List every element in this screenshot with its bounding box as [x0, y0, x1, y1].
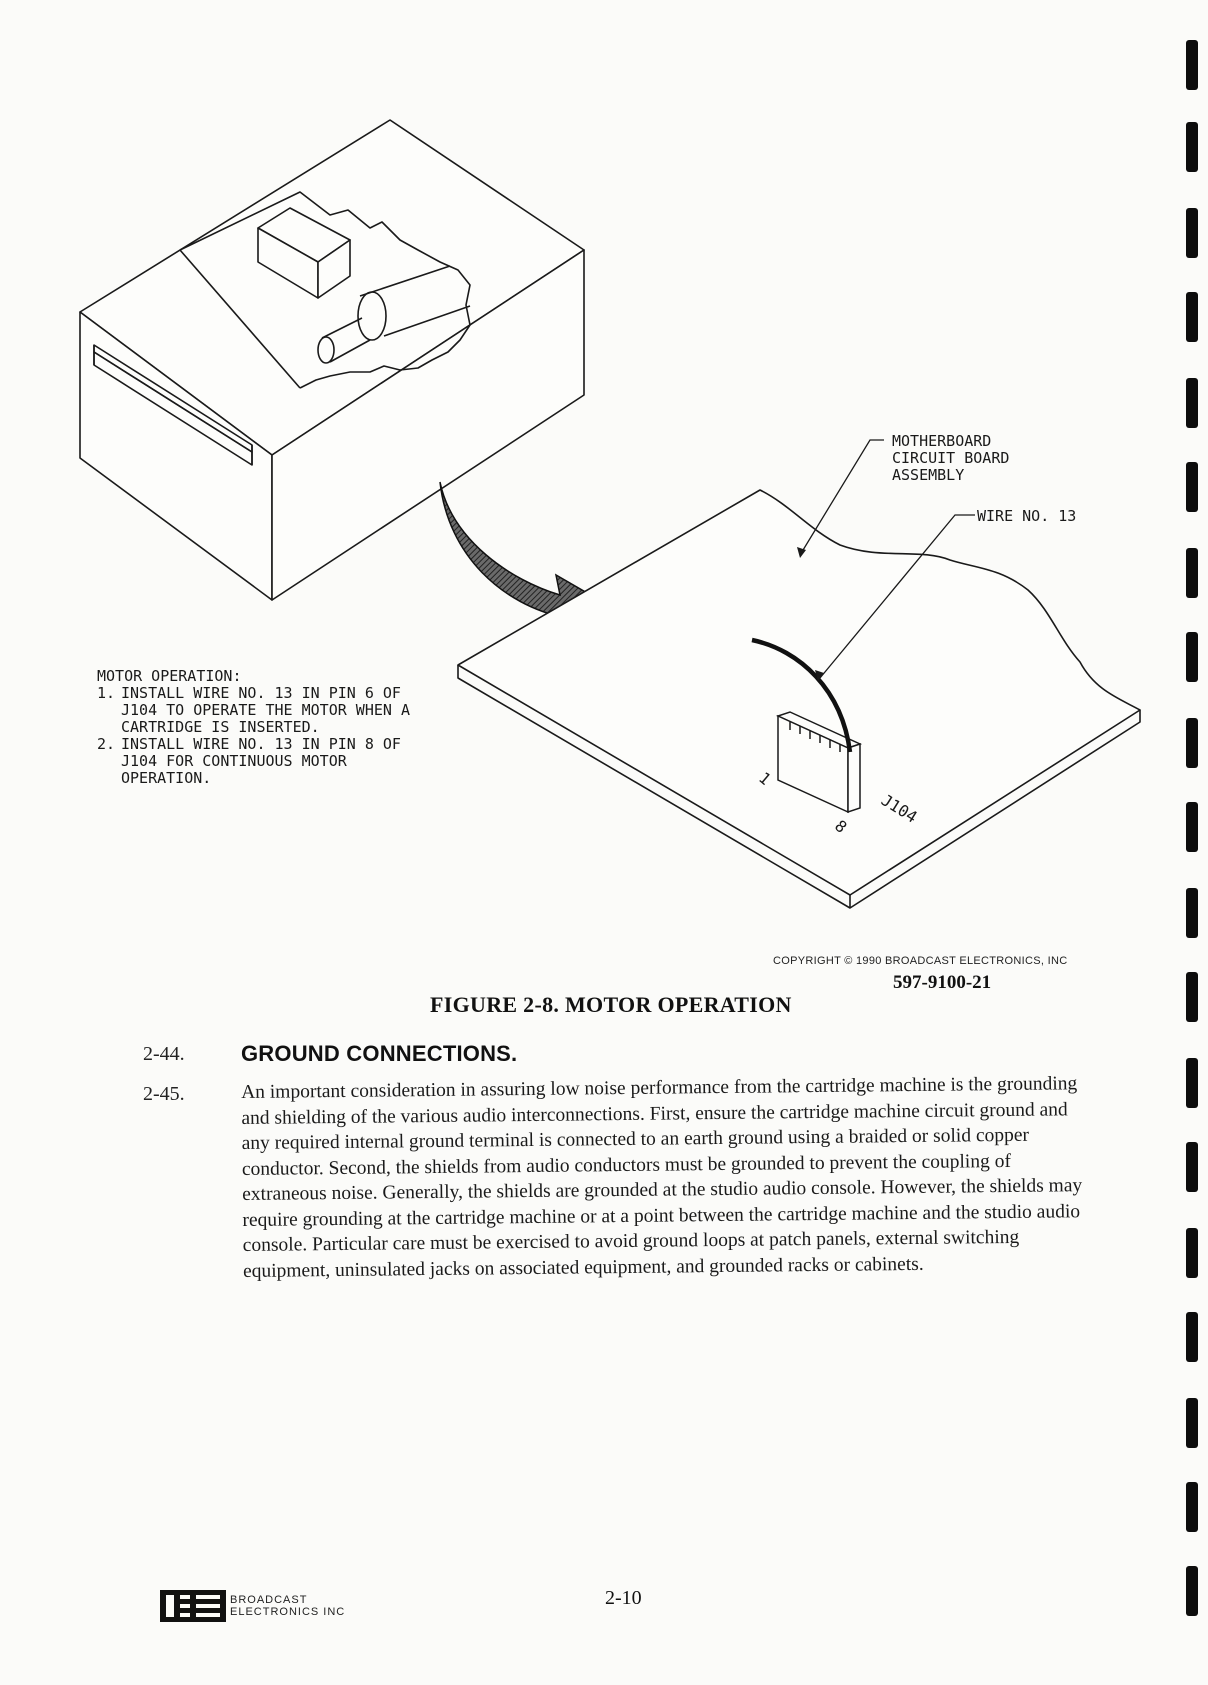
copyright-notice: COPYRIGHT © 1990 BROADCAST ELECTRONICS, INC: [773, 955, 1068, 967]
section-number: 2-44.: [143, 1043, 185, 1065]
motor-note-item: [97, 685, 437, 736]
motor-note-text: INSTALL WIRE NO. 13 IN PIN 6 OF J104 TO OPERATE THE MOTOR WHEN A CARTRIDGE IS INSERTED.: [121, 684, 410, 736]
cartridge-machine-drawing: [80, 120, 584, 600]
figure-caption: FIGURE 2-8. MOTOR OPERATION: [430, 992, 792, 1017]
be-logo-icon: [160, 1590, 226, 1622]
motor-note-number: 1.: [97, 684, 116, 702]
connector-label: J104: [877, 790, 921, 827]
logo-line-1: BROADCAST: [230, 1594, 308, 1606]
motor-note-number: 2.: [97, 735, 116, 753]
company-logo: [160, 1590, 345, 1622]
motor-notes-title: MOTOR OPERATION:: [97, 667, 242, 685]
motor-note-item: [97, 736, 437, 787]
paragraph-number: 2-45.: [143, 1083, 185, 1105]
pin8-label: 8: [831, 816, 851, 837]
wire-label: WIRE NO. 13: [977, 507, 1077, 525]
paragraph-text: An important consideration in assuring low noise performance from the cartridge machine is the grounding and shielding of the various audio interconnections. First, ensure the cartridge machine circuit ground and any required internal ground terminal is connected to an earth ground using a braided or solid copper conductor. Second, the shields from audio conductors must be grounded to prevent the coupling of extraneous noise. Generally, the shields are grounded at the studio audio console. However, the shields may require grounding at the cartridge machine or at a point between the cartridge machine and the studio audio console. Particular care must be exercised to avoid ground loops at patch panels, external switching equipment, uninsulated jacks on associated equipment, and grounded racks or cabinets.: [241, 1073, 1083, 1282]
part-number: 597-9100-21: [893, 972, 992, 993]
page-number: 2-10: [605, 1587, 642, 1609]
pin1-label: 1: [755, 768, 775, 789]
section-heading: GROUND CONNECTIONS.: [241, 1041, 518, 1066]
motor-note-text: INSTALL WIRE NO. 13 IN PIN 8 OF J104 FOR CONTINUOUS MOTOR OPERATION.: [121, 735, 401, 787]
motor-operation-notes: [97, 668, 437, 787]
logo-line-2: ELECTRONICS INC: [230, 1606, 346, 1618]
motherboard-label: MOTHERBOARD CIRCUIT BOARD ASSEMBLY: [892, 432, 1010, 484]
